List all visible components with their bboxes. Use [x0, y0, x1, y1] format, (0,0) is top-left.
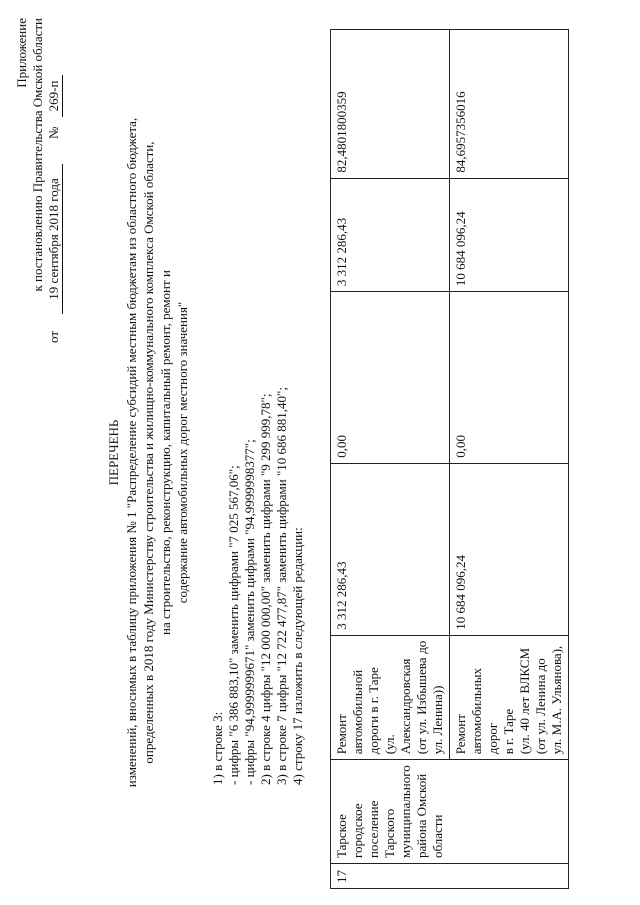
share-cell: 82,4801800359: [331, 30, 450, 179]
row-number-cell: [331, 864, 569, 889]
municipality-line: района Омской: [414, 773, 429, 859]
change-item: 4) строку 17 изложить в следующей редакции:: [290, 527, 305, 785]
change-item: - цифры "6 386 883,10" заменить цифрами "7 025 567,06";: [226, 465, 241, 785]
appendix-number-sign: №: [46, 126, 61, 139]
value-cell: 10 684 096,24: [450, 178, 569, 291]
object-cell: [331, 635, 450, 760]
value-cell: 0,00: [450, 292, 569, 464]
object-cell: [450, 635, 569, 760]
object-line: в г. Таре: [501, 708, 516, 755]
object-line: Ремонт: [334, 714, 349, 755]
table-row: [450, 30, 569, 889]
table-row: [331, 30, 450, 889]
object-line: автомобильных дорог: [469, 667, 500, 755]
object-line: дороги в г. Таре: [366, 667, 381, 755]
object-line: Ремонт: [453, 714, 468, 755]
change-item: 3) в строке 7 цифры "12 722 477,87" заменить цифрами "10 686 881,40";: [274, 387, 289, 785]
change-item: - цифры "94,9999999671" заменить цифрами "94,9999998377";: [242, 439, 257, 785]
heading-line: изменений, вносимых в таблицу приложения № 1 "Распределение субсидий местным бюджетам из областного бюджета,: [124, 117, 139, 788]
appendix-title: Приложение: [14, 18, 29, 88]
total-cell: 3 312 286,43: [331, 463, 450, 635]
total-cell: 10 684 096,24: [450, 463, 569, 635]
municipality-line: городское: [350, 803, 365, 859]
appendix-date-prefix: от: [46, 330, 61, 343]
data-table: [330, 29, 569, 889]
appendix-line1: к постановлению Правительства Омской области: [30, 18, 45, 292]
heading-title: ПЕРЕЧЕНЬ: [106, 419, 121, 486]
object-line: ул. Ленина)): [430, 685, 445, 755]
municipality-line: муниципального: [398, 765, 413, 859]
appendix-date: 19 сентября 2018 года: [46, 164, 63, 314]
value-cell: 3 312 286,43: [331, 178, 450, 291]
object-line: (ул. 40 лет ВЛКСМ: [517, 647, 532, 755]
appendix-number: 269-п: [46, 75, 63, 118]
change-item: 2) в строке 4 цифры "12 000 000,00" заменить цифрами "9 299 999,78";: [258, 393, 273, 785]
heading-line: на строительство, реконструкцию, капитальный ремонт, ремонт и: [158, 270, 173, 635]
municipality-cell: [331, 760, 569, 864]
row-number: 17: [334, 870, 349, 883]
municipality-line: Тарское: [334, 814, 349, 859]
municipality-line: Тарского: [382, 808, 397, 859]
change-item: 1) в строке 3:: [210, 711, 225, 785]
heading-line: содержание автомобильных дорог местного значения": [175, 301, 190, 604]
share-cell: 84,6957356016: [450, 30, 569, 179]
heading-line: определенных в 2018 году Министерству строительства и жилищно-коммунального комплекса Омской области,: [141, 141, 156, 764]
object-line: автомобильной: [350, 669, 365, 755]
appendix-line2: [46, 75, 63, 343]
municipality-line: поселение: [366, 800, 381, 859]
object-line: (от ул. Избышева до: [414, 640, 429, 755]
object-line: (ул. Александровская: [382, 658, 413, 755]
object-line: ул. М.А. Ульянова),: [549, 645, 564, 755]
value-cell: 0,00: [331, 292, 450, 464]
object-line: (от ул. Ленина до: [533, 658, 548, 755]
municipality-line: области: [430, 814, 445, 859]
